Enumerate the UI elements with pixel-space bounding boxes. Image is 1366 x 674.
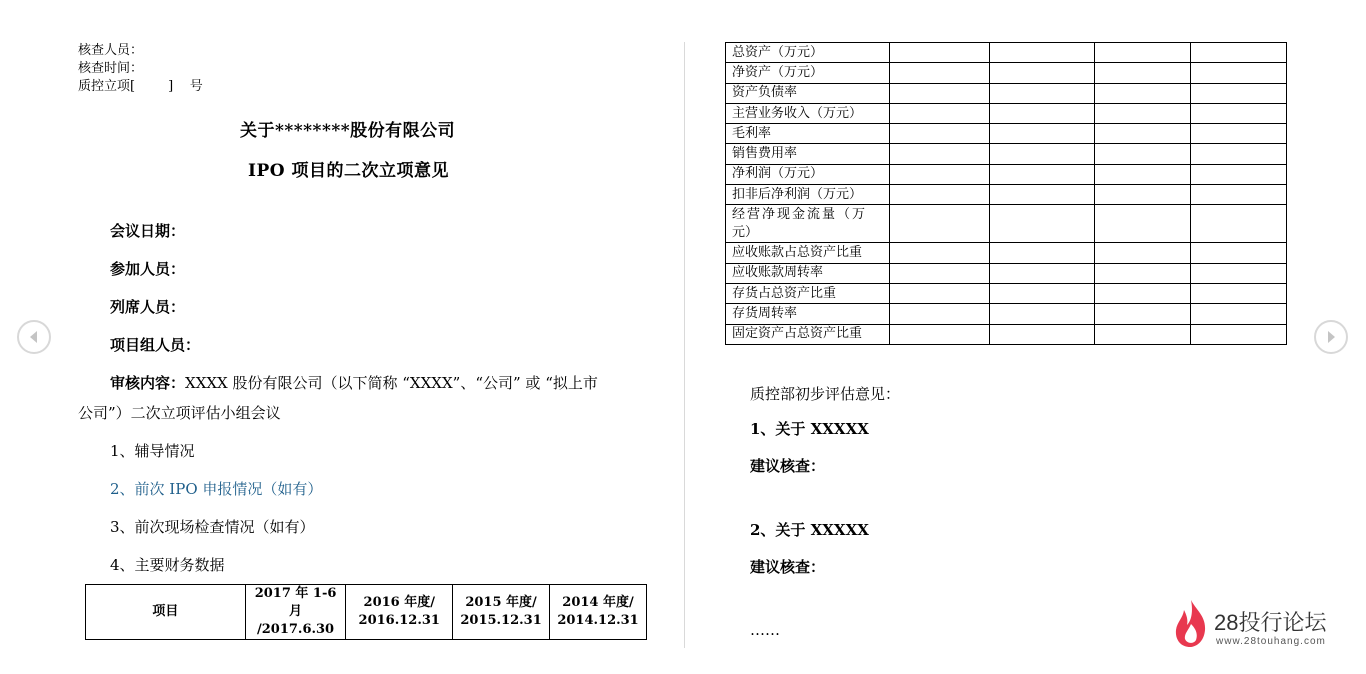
table-cell [1191,124,1287,144]
review-content-line2: 公司”）二次立项评估小组会议 [78,404,281,422]
table-cell [1095,263,1191,283]
review-content-text: XXXX 股份有限公司（以下简称 “XXXX”、“公司” 或 “拟上市 [185,374,598,392]
table-row [726,243,1287,263]
participants-label: 参加人员： [110,260,186,278]
row-label: 净资产（万元） [726,63,890,83]
table-cell [889,144,989,164]
row-label: 净利润（万元） [726,164,890,184]
row-label: 应收账款周转率 [726,263,890,283]
chevron-left-icon [27,330,41,344]
section-1-check: 建议核查： [750,457,826,475]
row-label: 销售费用率 [726,144,890,164]
section-2-check: 建议核查： [750,558,826,576]
table-row [726,304,1287,324]
table-row [726,63,1287,83]
table-row [726,144,1287,164]
document-title-line1: 关于********股份有限公司 [240,121,456,141]
table-row [726,43,1287,63]
ellipsis-text: …… [750,621,780,639]
table-cell [1191,283,1287,303]
table-cell [889,124,989,144]
table-cell [989,263,1095,283]
header-2017: 2017 年 1-6 月 /2017.6.30 [245,585,346,640]
table-cell [889,324,989,344]
row-label: 资产负债率 [726,83,890,103]
table-cell [1191,243,1287,263]
table-cell [989,144,1095,164]
table-cell [989,83,1095,103]
financial-data-table [725,42,1287,345]
table-row [726,263,1287,283]
flame-logo-icon [1172,598,1210,648]
list-item-link[interactable]: 2、前次 IPO 申报情况（如有） [110,480,323,498]
table-cell [1095,324,1191,344]
review-time-label: 核查时间： [78,61,144,76]
table-cell [1191,144,1287,164]
header-2014: 2014 年度/ 2014.12.31 [550,585,647,640]
table-cell [989,304,1095,324]
table-cell [889,243,989,263]
list-item: 1、辅导情况 [110,442,195,460]
logo-url: www.28touhang.com [1216,636,1326,647]
qc-opinion-title: 质控部初步评估意见： [750,385,901,403]
logo-text: 28投行论坛 [1214,610,1327,635]
row-label: 总资产（万元） [726,43,890,63]
prev-page-button[interactable] [17,320,51,354]
list-item: 3、前次现场检查情况（如有） [110,518,315,536]
table-cell [889,63,989,83]
table-cell [989,283,1095,303]
table-cell [989,103,1095,123]
table-cell [889,103,989,123]
table-cell [1095,205,1191,243]
financial-data-header-table [85,584,647,640]
table-row [726,83,1287,103]
table-cell [1095,243,1191,263]
table-cell [889,164,989,184]
row-label: 固定资产占总资产比重 [726,324,890,344]
table-cell [1191,164,1287,184]
table-row [726,164,1287,184]
table-cell [989,43,1095,63]
table-cell [1191,324,1287,344]
section-2-title: 2、关于 XXXXX [750,521,869,539]
table-row [726,185,1287,205]
table-row [726,283,1287,303]
next-page-button[interactable] [1314,320,1348,354]
header-2015: 2015 年度/ 2015.12.31 [453,585,550,640]
document-title-line2: IPO 项目的二次立项意见 [248,161,449,181]
table-cell [889,83,989,103]
section-1-title: 1、关于 XXXXX [750,420,869,438]
reviewer-label: 核查人员： [78,43,144,58]
chevron-right-icon [1324,330,1338,344]
table-cell [1095,304,1191,324]
table-cell [1191,304,1287,324]
table-row [726,324,1287,344]
table-cell [989,124,1095,144]
table-cell [1095,83,1191,103]
table-cell [889,185,989,205]
table-cell [1191,43,1287,63]
page-divider [684,42,685,648]
table-cell [1095,103,1191,123]
table-cell [889,43,989,63]
table-cell [1095,63,1191,83]
qc-project-number-label: 质控立项[ ] 号 [78,79,203,94]
table-cell [1095,185,1191,205]
table-cell [1191,185,1287,205]
table-cell [1191,263,1287,283]
table-cell [1191,63,1287,83]
table-cell [989,324,1095,344]
table-cell [989,243,1095,263]
table-cell [1191,205,1287,243]
table-row [726,205,1287,243]
row-label: 经营净现金流量（万 元） [726,205,890,243]
table-cell [989,185,1095,205]
table-cell [1095,283,1191,303]
table-cell [889,283,989,303]
table-row [726,103,1287,123]
list-item: 4、主要财务数据 [110,556,225,574]
attendees-label: 列席人员： [110,298,186,316]
table-row [726,124,1287,144]
table-cell [1191,83,1287,103]
table-cell [1095,144,1191,164]
header-2016: 2016 年度/ 2016.12.31 [346,585,453,640]
meeting-date-label: 会议日期： [110,222,186,240]
table-cell [1095,164,1191,184]
review-content-line1 [110,372,598,393]
table-cell [989,164,1095,184]
row-label: 主营业务收入（万元） [726,103,890,123]
table-cell [989,63,1095,83]
table-cell [889,304,989,324]
table-cell [1191,103,1287,123]
row-label: 扣非后净利润（万元） [726,185,890,205]
table-cell [989,205,1095,243]
row-label: 存货周转率 [726,304,890,324]
table-cell [889,263,989,283]
table-cell [889,205,989,243]
table-cell [1095,124,1191,144]
review-content-label: 审核内容： [110,374,186,392]
header-project: 项目 [86,585,246,640]
row-label: 应收账款占总资产比重 [726,243,890,263]
table-cell [1095,43,1191,63]
row-label: 存货占总资产比重 [726,283,890,303]
row-label: 毛利率 [726,124,890,144]
project-team-label: 项目组人员： [110,336,201,354]
